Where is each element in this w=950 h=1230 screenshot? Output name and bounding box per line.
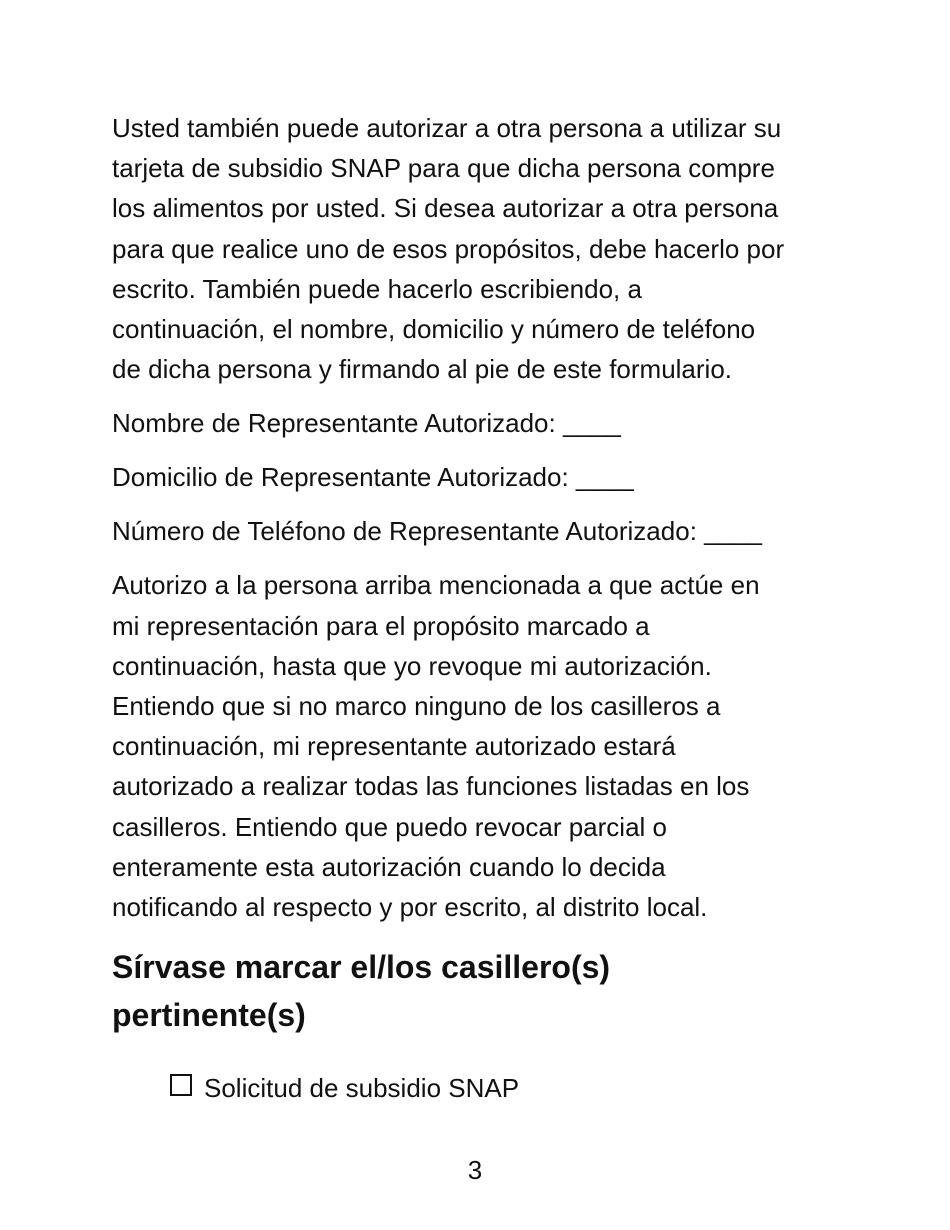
authorization-line: enteramente esta autorización cuando lo decida [112,851,666,882]
authorization-line: continuación, hasta que yo revoque mi autorización. [112,650,712,681]
intro-line: los alimentos por usted. Si desea autorizar a otra persona [112,193,779,224]
checkbox-snap-application[interactable] [170,1068,852,1108]
intro-line: tarjeta de subsidio SNAP para que dicha persona compre [112,153,775,184]
authorization-line: casilleros. Entiendo que puedo revocar parcial o [112,811,668,842]
authorization-line: notificando al respecto y por escrito, al distrito local. [112,892,708,923]
checkbox-icon[interactable] [170,1074,192,1096]
authorization-line: mi representación para el propósito marcado a [112,610,650,641]
authorization-line: continuación, mi representante autorizado estará [112,731,676,762]
authorization-line: autorizado a realizar todas las funciones listadas en los [112,771,750,802]
checkbox-label: Solicitud de subsidio SNAP [204,1073,520,1104]
document-page [112,108,852,1108]
intro-line: Usted también puede autorizar a otra persona a utilizar su [112,113,782,143]
page-number: 3 [467,1155,483,1185]
authorization-paragraph [112,565,852,927]
intro-line: escrito. También puede hacerlo escribiendo, a [112,273,642,304]
intro-paragraph [112,108,852,389]
intro-line: de dicha persona y firmando al pie de este formulario. [112,354,733,385]
authorization-line: Autorizo a la persona arriba mencionada a que actúe en [112,570,760,601]
representative-phone-field[interactable]: Número de Teléfono de Representante Autorizado: ____ [112,516,762,547]
representative-address-field[interactable]: Domicilio de Representante Autorizado: ____ [112,462,634,493]
intro-line: para que realice uno de esos propósitos, debe hacerlo por [112,233,785,264]
section-heading [112,943,852,1039]
authorization-line: Entiendo que si no marco ninguno de los casilleros a [112,691,721,722]
intro-line: continuación, el nombre, domicilio y número de teléfono [112,314,756,345]
representative-name-field[interactable]: Nombre de Representante Autorizado: ____ [112,408,621,439]
heading-line: pertinente(s) [112,997,306,1034]
heading-line: Sírvase marcar el/los casillero(s) [112,949,611,986]
